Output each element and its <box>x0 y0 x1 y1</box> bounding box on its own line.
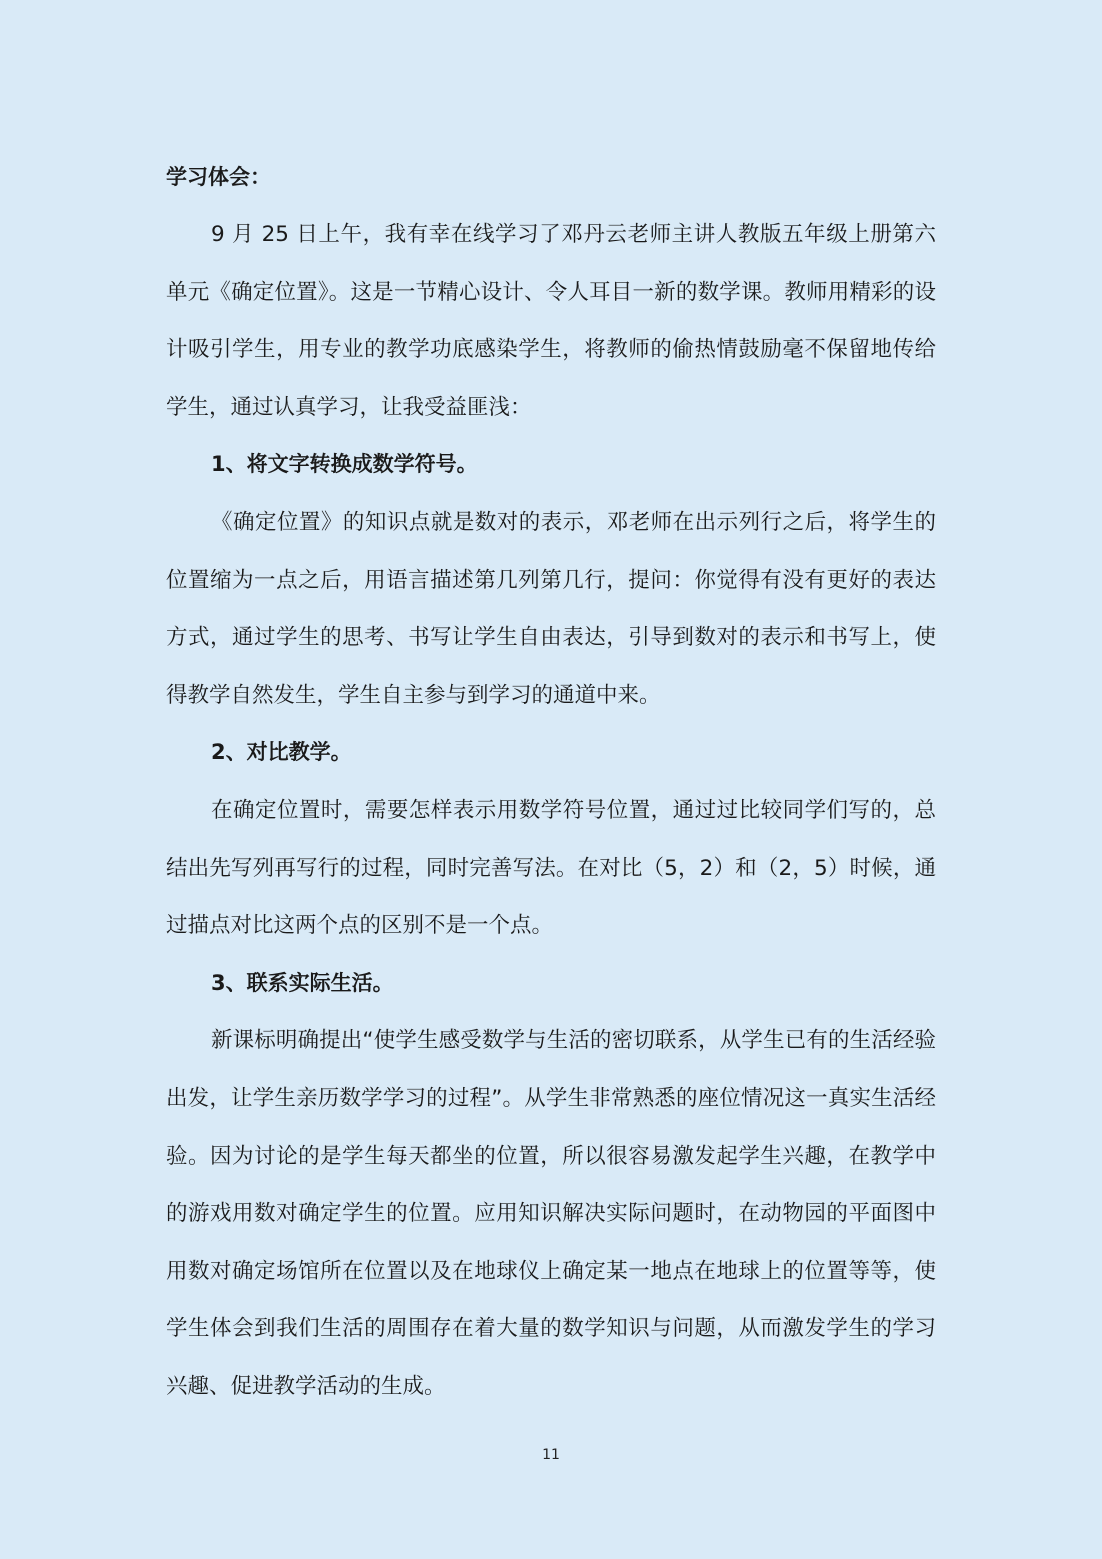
document-page <box>166 148 936 1415</box>
document-title: 学习体会： <box>166 165 271 189</box>
section-heading-3: 3、联系实际生活。 <box>211 970 394 995</box>
page-number: 11 <box>542 1447 560 1463</box>
section-body-2: 在确定位置时，需要怎样表示用数学符号位置，通过过比较同学们写的，总结出先写列再写行的过程，同时完善写法。在对比（5，2）和（2，5）时候，通过描点对比这两个点的区别不是一个点。 <box>166 797 936 939</box>
section-body-3: 新课标明确提出“使学生感受数学与生活的密切联系，从学生已有的生活经验出发，让学生亲历数学学习的过程”。从学生非常熟悉的座位情况这一真实生活经验。因为讨论的是学生每天都坐的位置，所以很容易激发起学生兴趣，在教学中的游戏用数对确定学生的位置。应用知识解决实际问题时，在动物园的平面图中用数对确定场馆所在位置以及在地球仪上确定某一地点在地球上的位置等等，使学生体会到我们生活的周围存在着大量的数学知识与问题，从而激发学生的学习兴趣、促进教学活动的生成。 <box>166 1028 936 1399</box>
section-heading-2: 2、对比教学。 <box>211 740 352 765</box>
section-heading-1: 1、将文字转换成数学符号。 <box>211 452 478 477</box>
intro-paragraph: 9 月 25 日上午，我有幸在线学习了邓丹云老师主讲人教版五年级上册第六单元《确定位置》。这是一节精心设计、令人耳目一新的数学课。教师用精彩的设计吸引学生，用专业的教学功底感染学生，将教师的偷热情鼓励毫不保留地传给学生，通过认真学习，让我受益匪浅： <box>166 222 936 420</box>
section-body-1: 《确定位置》的知识点就是数对的表示，邓老师在出示列行之后，将学生的位置缩为一点之后，用语言描述第几列第几行，提问：你觉得有没有更好的表达方式，通过学生的思考、书写让学生自由表达，引导到数对的表示和书写上，使得教学自然发生，学生自主参与到学习的通道中来。 <box>166 509 936 708</box>
